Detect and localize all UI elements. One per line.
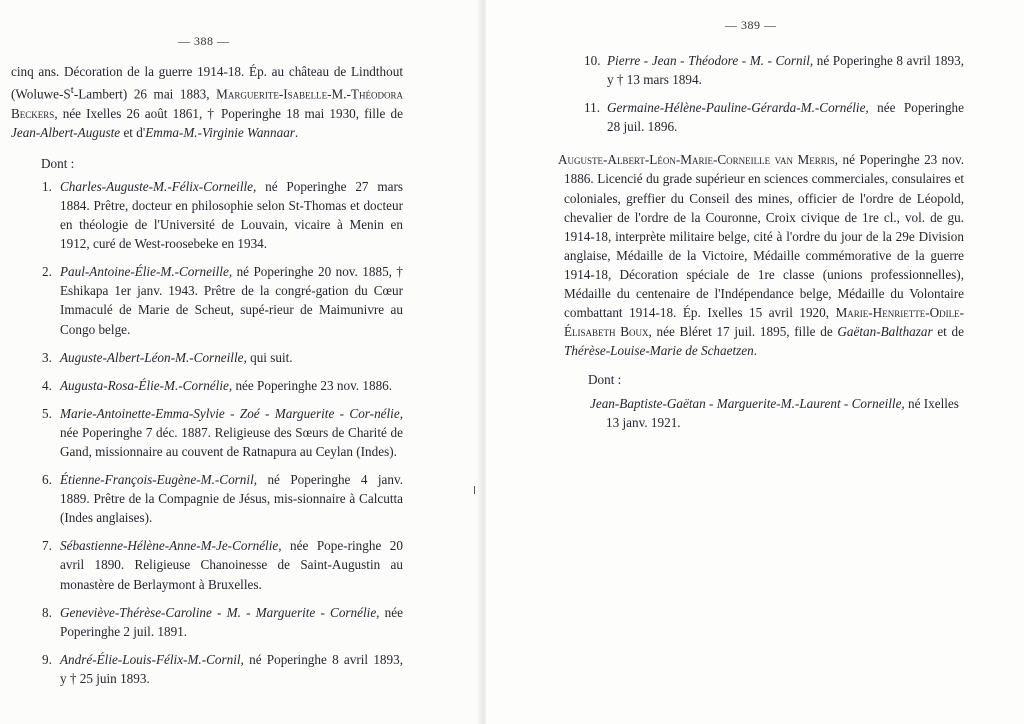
page-number: — 388 —: [178, 34, 230, 48]
list-item: 3. Auguste-Albert-Léon-M.-Corneille, qui suit.: [42, 349, 293, 365]
list-item: 2. Paul-Antoine-Élie-M.-Corneille, né Poperinghe 20 nov. 1885, † Eshikapa 1er janv. 1943. Prêtre de la congré-gation du Cœur Immaculé de Marie de Scheut, supé-rieur de Maimunivre au Congo belge.: [42, 264, 403, 337]
right-text-block: [558, 51, 965, 432]
list-item: 1. Charles-Auguste-M.-Félix-Corneille, né Poperinghe 27 mars 1884. Prêtre, docteur en philosophie selon St-Thomas et docteur en théologie de l'Université de Louvain, vicaire à Menin en 1912, curé de West-roosebeke en 1934.: [42, 178, 403, 252]
page-number: — 389 —: [725, 18, 777, 32]
left-text-block: [11, 62, 403, 697]
list-item: 5. Marie-Antoinette-Emma-Sylvie - Zoé - Marguerite - Cor-nélie, née Poperinghe 7 déc. 1887. Religieuse des Sœurs de Charité de Gand, missionnaire au couvent de Ratnapura au Ceylan (Indes).: [42, 405, 403, 459]
list-item: 11. Germaine-Hélène-Pauline-Gérarda-M.-Cornélie, née Poperinghe 28 juil. 1896.: [584, 100, 964, 135]
intro-paragraph: cinq ans. Décoration de la guerre 1914-18. Ép. au château de Lindthout $(Woluwe-S^t-Lambert)$ 26 mai 1883, Marguerite-Isabelle-M.-Théodora Beckers, née Ixelles 26 août 1861, † Poperinghe 18 mai 1930, fille de Jean-Albert-Auguste et d'Emma-M.-Virginie Wannaar.: [11, 64, 403, 140]
list-item: 7. Sébastienne-Hélène-Anne-M-Je-Cornélie, née Pope-ringhe 20 avril 1890. Religieuse Chanoinesse de Saint-Augustin au monastère de Berlaymont à Bruxelles.: [42, 538, 403, 592]
list-item: 4. Augusta-Rosa-Élie-M.-Cornélie, née Poperinghe 23 nov. 1886.: [42, 377, 393, 393]
list-item: 10. Pierre - Jean - Théodore - M. - Cornil, né Poperinghe 8 avril 1893, y † 13 mars 1894.: [584, 53, 964, 88]
list-item: 9. André-Élie-Louis-Félix-M.-Cornil, né Poperinghe 8 avril 1893, y † 25 juin 1893.: [42, 651, 403, 686]
list-item: 8. Geneviève-Thérèse-Caroline - M. - Marguerite - Cornélie, née Poperinghe 2 juil. 1891.: [42, 604, 403, 639]
list-item: 6. Étienne-François-Eugène-M.-Cornil, né Poperinghe 4 janv. 1889. Prêtre de la Compagnie de Jésus, mis-sionnaire à Calcutta (Indes anglaises).: [42, 472, 403, 526]
left-page: [0, 0, 482, 724]
list-item: Jean-Baptiste-Gaëtan - Marguerite-M.-Laurent - Corneille, né Ixelles 13 janv. 1921.: [590, 395, 959, 430]
biography-paragraph: Auguste-Albert-Léon-Marie-Corneille van Merris, né Poperinghe 23 nov. 1886. Licencié du grade supérieur en sciences commerciales, consulaires et coloniales, greffier du Conseil des mines, officier de l'ordre de Léopold, chevalier de l'ordre de la Couronne, Croix civique de 1re cl., vol. de gu. 1914-18, interprète militaire belge, cité à l'ordre du jour de la 29e Division anglaise, Médaille de la Victoire, Médaille commémorative de la guerre 1914-18, Décoration spéciale de 1re classe (unions professionnelles), Médaille du centenaire de l'Indépendance belge, Médaille du Volontaire combattant 1914-18. Ép. Ixelles 15 avril 1920, Marie-Henriette-Odile-Élisabeth Boux, née Bléret 17 juil. 1895, fille de Gaëtan-Balthazar et de Thérèse-Louise-Marie de Schaetzen.: [558, 152, 965, 359]
dont-label: Dont :: [41, 155, 75, 171]
right-page: [486, 0, 1024, 724]
dont-label: Dont :: [588, 372, 622, 388]
print-mark: [474, 486, 475, 494]
